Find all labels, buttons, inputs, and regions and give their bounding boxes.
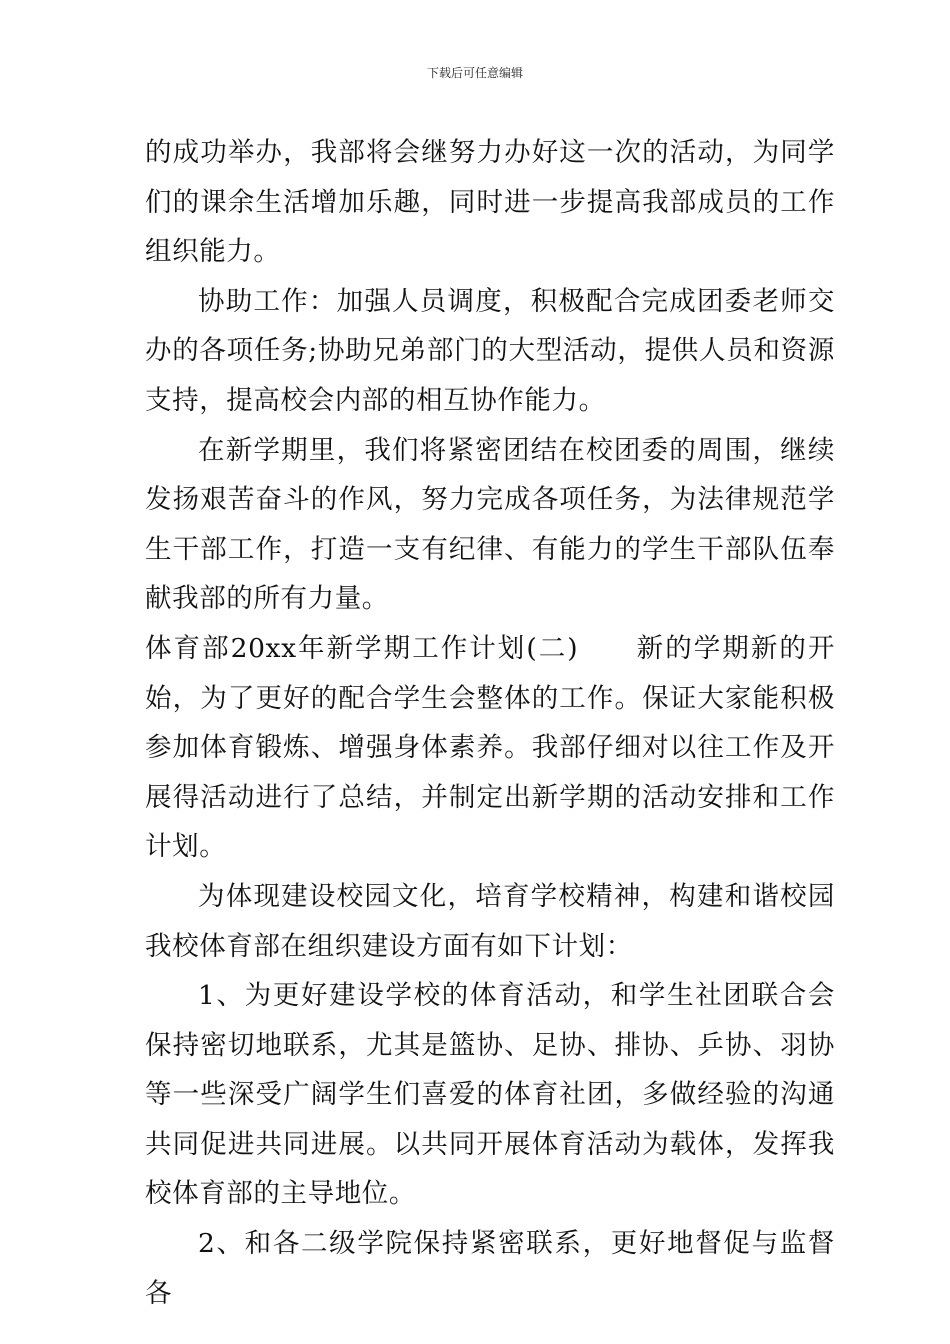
paragraph-campus-culture: 为体现建设校园文化，培育学校精神，构建和谐校园我校体育部在组织建设方面有如下计划： (145, 880, 835, 962)
paragraph-item-2: 2、和各二级学院保持紧密联系，更好地督促与监督各 (145, 1228, 835, 1309)
paragraph-item-1: 1、为更好建设学校的体育活动，和学生社团联合会保持密切地联系，尤其是篮协、足协、排协、乒协、羽协等一些深受广阔学生们喜爱的体育社团，多做经验的沟通共同促进共同进展。以共同开展体育活动为载体，发挥我校体育部的主导地位。 (145, 980, 835, 1210)
paragraph-assist-work: 协助工作：加强人员调度，积极配合完成团委老师交办的各项任务;协助兄弟部门的大型活动，提供人员和资源支持，提高校会内部的相互协作能力。 (145, 285, 835, 416)
document-body (145, 128, 835, 1318)
paragraph-continuation: 的成功举办，我部将会继努力办好这一次的活动，为同学们的课余生活增加乐趣，同时进一步提高我部成员的工作组织能力。 (145, 137, 835, 268)
paragraph-new-term: 在新学期里，我们将紧密团结在校团委的周围，继续发扬艰苦奋斗的作风，努力完成各项任务，为法律规范学生干部工作，打造一支有纪律、有能力的学生干部队伍奉献我部的所有力量。 (145, 434, 835, 615)
paragraph-plan-two: 体育部20xx年新学期工作计划(二) 新的学期新的开始，为了更好的配合学生会整体的工作。保证大家能积极参加体育锻炼、增强身体素养。我部仔细对以往工作及开展得活动进行了总结，并制定出新学期的活动安排和工作计划。 (145, 632, 835, 863)
page-header-note: 下载后可任意编辑 (426, 66, 523, 80)
